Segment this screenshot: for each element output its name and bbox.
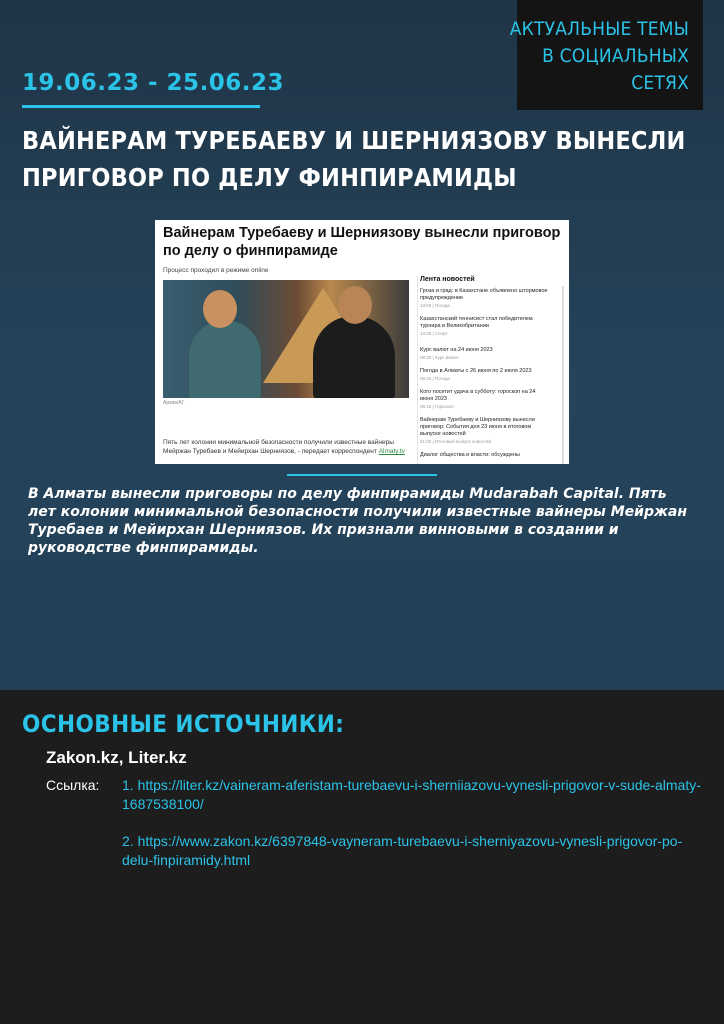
news-item[interactable] [420,316,550,337]
date-range: 19.06.23 - 25.06.23 [22,70,285,96]
news-item-meta: 09:15 | Гороскоп [420,404,454,409]
person-right [313,316,395,398]
news-item[interactable] [420,368,550,382]
news-item-text: Гроза и град: в Казахстане объявлено штормовое предупреждение [420,288,548,301]
article-lead-link[interactable]: Almaty.tv [378,448,405,455]
photo-credit: Архив/АГ [163,400,185,406]
source-link-1[interactable]: 1. https://liter.kz/vaineram-aferistam-turebaevu-i-sherniiazovu-vynesli-prigovor-v-sude-almaty-1687538100/ [122,777,701,812]
news-item-meta: 09:30 | Курс валют [420,355,459,360]
article-lead-text: Пять лет колонии минимальной безопасности получили известные вайнеры Мейржан Туребаев и Мейирхан Шерниязов, - передает корреспондент [163,439,394,455]
badge-line-3: СЕТЯХ [631,72,689,94]
date-underline [22,105,260,108]
news-item-meta: 09:26 | Погода [420,376,450,381]
news-item[interactable] [420,288,550,309]
news-feed-scrollbar[interactable] [562,286,564,464]
sources-names: Zakon.kz, Liter.kz [46,748,187,767]
person-left-head [203,290,237,328]
article-subtitle: Процесс проходил в режиме online [163,267,269,274]
news-feed [417,276,564,464]
news-item[interactable] [420,347,550,361]
sources-title: ОСНОВНЫЕ ИСТОЧНИКИ: [22,710,345,738]
article-lead [163,438,411,456]
section-divider [287,474,437,476]
news-item-text: Казахстанский теннисист стал победителем турнира в Великобритании [420,316,533,329]
news-item-text: Курс валют на 24 июня 2023 [420,347,493,353]
news-item-text: Кого посетит удача в субботу: гороскоп на 24 июня 2023 [420,389,536,402]
topic-badge [509,0,703,110]
link-label: Ссылка: [46,777,100,793]
article-title: Вайнерам Туребаеву и Шерниязову вынесли приговор по делу о финпирамиде [163,225,561,259]
article-photo [163,280,409,398]
news-item-text: Вайнерам Туребаеву и Шерниязову вынесли приговор: События дня 23 июня в итоговом выпуске новостей [420,417,535,437]
person-left [189,320,261,398]
article-screenshot [155,220,569,464]
headline: ВАЙНЕРАМ ТУРЕБАЕВУ И ШЕРНИЯЗОВУ ВЫНЕСЛИ ПРИГОВОР ПО ДЕЛУ ФИНПИРАМИДЫ [22,126,686,192]
news-item-text: Диалог общества и власти: обсуждены [420,452,520,458]
news-item-meta: 13:05 | Спорт [420,331,448,336]
news-item-meta: 13:56 | Погода [420,303,450,308]
summary-text: В Алматы вынесли приговоры по делу финпирамиды Mudarabah Capital. Пять лет колонии минимальной безопасности получили известные вайнеры Мейржан Туребаев и Мейирхан Шерниязов. Их признали винновыми в создании и руководстве финпирамиды. [28,486,688,556]
person-right-head [338,286,372,324]
news-feed-heading: Лента новостей [420,276,475,283]
news-item-meta: 21:00 | Итоговый выпуск новостей [420,439,491,444]
news-item-text: Погода в Алматы с 26 июня по 2 июля 2023 [420,368,532,374]
badge-line-1: АКТУАЛЬНЫЕ ТЕМЫ [509,18,689,40]
source-link-2[interactable]: 2. https://www.zakon.kz/6397848-vayneram-turebaevu-i-sherniyazovu-vynesli-prigovor-po-delu-finpiramidy.html [122,833,683,868]
badge-line-2: В СОЦИАЛЬНЫХ [542,45,689,67]
news-item[interactable] [420,417,550,445]
news-item[interactable] [420,452,550,459]
news-item[interactable] [420,389,550,410]
